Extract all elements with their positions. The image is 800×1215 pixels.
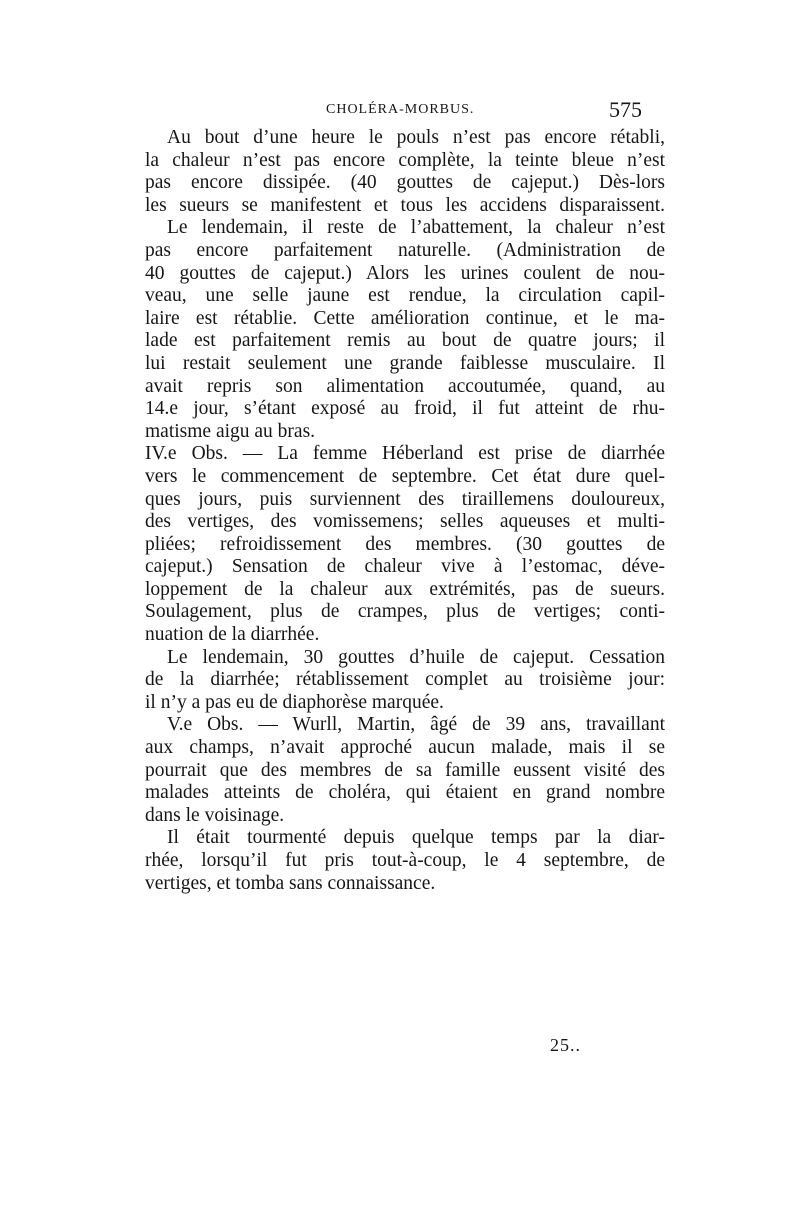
text-line: lade est parfaitement remis au bout de quatre jours; il <box>145 330 665 352</box>
text-line: Le lendemain, il reste de l’abattement, la chaleur n’est <box>167 217 665 239</box>
text-line: de la diarrhée; rétablissement complet au troisième jour: <box>145 669 665 691</box>
text-line: vers le commencement de septembre. Cet état dure quel- <box>145 465 665 487</box>
text-line: il n’y a pas eu de diaphorèse marquée. <box>145 691 444 713</box>
text-line: 14.e jour, s’étant exposé au froid, il fut atteint de rhu- <box>145 398 665 420</box>
text-line: Soulagement, plus de crampes, plus de vertiges; conti- <box>145 601 665 623</box>
text-line: Le lendemain, 30 gouttes d’huile de cajeput. Cessation <box>167 646 665 668</box>
text-line: cajeput.) Sensation de chaleur vive à l’estomac, déve- <box>145 556 665 578</box>
text-line: pas encore parfaitement naturelle. (Administration de <box>145 239 665 261</box>
text-line: avait repris son alimentation accoutumée, quand, au <box>145 375 665 397</box>
running-title: CHOLÉRA-MORBUS. <box>326 102 475 117</box>
text-line: laire est rétablie. Cette amélioration continue, et le ma- <box>145 307 665 329</box>
text-line: pas encore dissipée. (40 gouttes de cajeput.) Dès-lors <box>145 172 665 194</box>
text-line: 40 gouttes de cajeput.) Alors les urines coulent de nou- <box>145 262 665 284</box>
text-line: IV.e Obs. — La femme Héberland est prise de diarrhée <box>145 443 665 465</box>
signature-mark: 25.. <box>550 1035 581 1055</box>
page-number: 575 <box>609 97 642 122</box>
body-text <box>145 127 665 895</box>
text-line: Il était tourmenté depuis quelque temps par la diar- <box>167 827 665 849</box>
text-line: rhée, lorsqu’il fut pris tout-à-coup, le 4 septembre, de <box>145 850 665 871</box>
text-line: nuation de la diarrhée. <box>145 624 320 646</box>
text-line: Au bout d’une heure le pouls n’est pas encore rétabli, <box>167 127 665 148</box>
text-line: matisme aigu au bras. <box>145 420 316 442</box>
running-head <box>0 97 800 124</box>
text-line: pliées; refroidissement des membres. (30 gouttes de <box>145 533 665 555</box>
text-line: des vertiges, des vomissemens; selles aqueuses et multi- <box>145 511 665 533</box>
text-line: dans le voisinage. <box>145 804 285 826</box>
text-line: V.e Obs. — Wurll, Martin, âgé de 39 ans, travaillant <box>167 714 665 736</box>
text-line: lui restait seulement une grande faiblesse musculaire. Il <box>145 352 665 374</box>
text-line: vertiges, et tomba sans connaissance. <box>145 872 436 894</box>
text-line: ques jours, puis surviennent des tiraillemens douloureux, <box>145 488 665 510</box>
text-line: la chaleur n’est pas encore complète, la teinte bleue n’est <box>145 149 665 171</box>
text-line: les sueurs se manifestent et tous les accidens disparaissent. <box>145 194 665 216</box>
text-line: pourrait que des membres de sa famille eussent visité des <box>145 759 665 781</box>
text-line: loppement de la chaleur aux extrémités, pas de sueurs. <box>145 578 665 600</box>
text-line: malades atteints de choléra, qui étaient en grand nombre <box>145 782 665 804</box>
text-line: veau, une selle jaune est rendue, la circulation capil- <box>145 285 665 307</box>
text-line: aux champs, n’avait approché aucun malade, mais il se <box>145 737 665 759</box>
